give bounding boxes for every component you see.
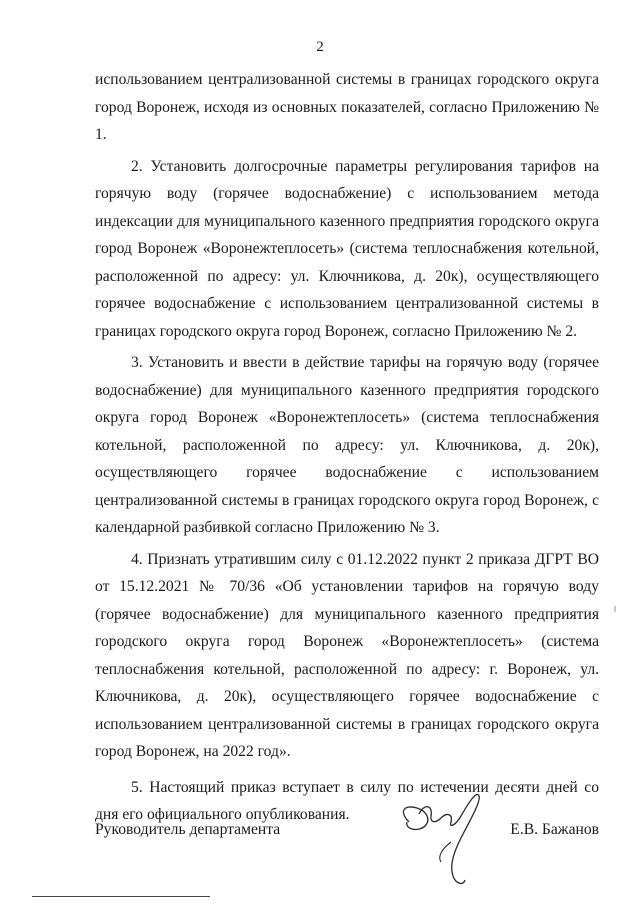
paragraph-item-2: 2. Установить долгосрочные параметры регулирования тарифов на горячую воду (горячее водоснабжение) с использованием метода индексации для муниципального казенного предприятия городского округа город Воронеж «Воронежтеплосеть» (система теплоснабжения котельной, расположенной по адресу: ул. Ключникова, д. 20к), осуществляющего горячее водоснабжение с использованием централизованной системы в границах городского округа город Воронеж, согласно Приложению № 2. (95, 157, 599, 340)
scan-artifact (614, 606, 616, 612)
handwritten-signature (395, 782, 495, 892)
footer-divider (32, 896, 210, 897)
paragraph-continuation: использованием централизованной системы в границах городского округа город Воронеж, исходя из основных показателей, согласно Приложению № 1. (95, 71, 599, 143)
paragraph-item-3: 3. Установить и ввести в действие тарифы на горячую воду (горячее водоснабжение) для муниципального казенного предприятия городского округа город Воронеж «Воронежтеплосеть» (система теплоснабжения котельной, расположенной по адресу: ул. Ключникова, д. 20к), осуществляющего горячее водоснабжение с использованием централизованной системы в границах городского округа город Воронеж, с календарной разбивкой согласно Приложению № 3. (95, 354, 599, 536)
paragraph-item-4: 4. Признать утратившим силу с 01.12.2022 пункт 2 приказа ДГРТ ВО от 15.12.2021 № 70/36 «Об установлении тарифов на горячую воду (горячее водоснабжение) для муниципального казенного предприятия городского округа город Воронеж «Воронежтеплосеть» (система теплоснабжения котельной, расположенной по адресу: г. Воронеж, ул. Ключникова, д. 20к), осуществляющего горячее водоснабжение с использованием централизованной системы в границах городского округа город Воронеж, на 2022 год». (95, 550, 599, 760)
page-number: 2 (316, 39, 324, 55)
signatory-name: Е.В. Бажанов (510, 821, 599, 838)
signature-block (95, 818, 599, 842)
signatory-title: Руководитель департамента (95, 821, 281, 838)
document-body (95, 66, 599, 829)
paragraph-item-5: 5. Настоящий приказ вступает в силу по истечении десяти дней со дня его официального опубликования. (95, 778, 599, 823)
